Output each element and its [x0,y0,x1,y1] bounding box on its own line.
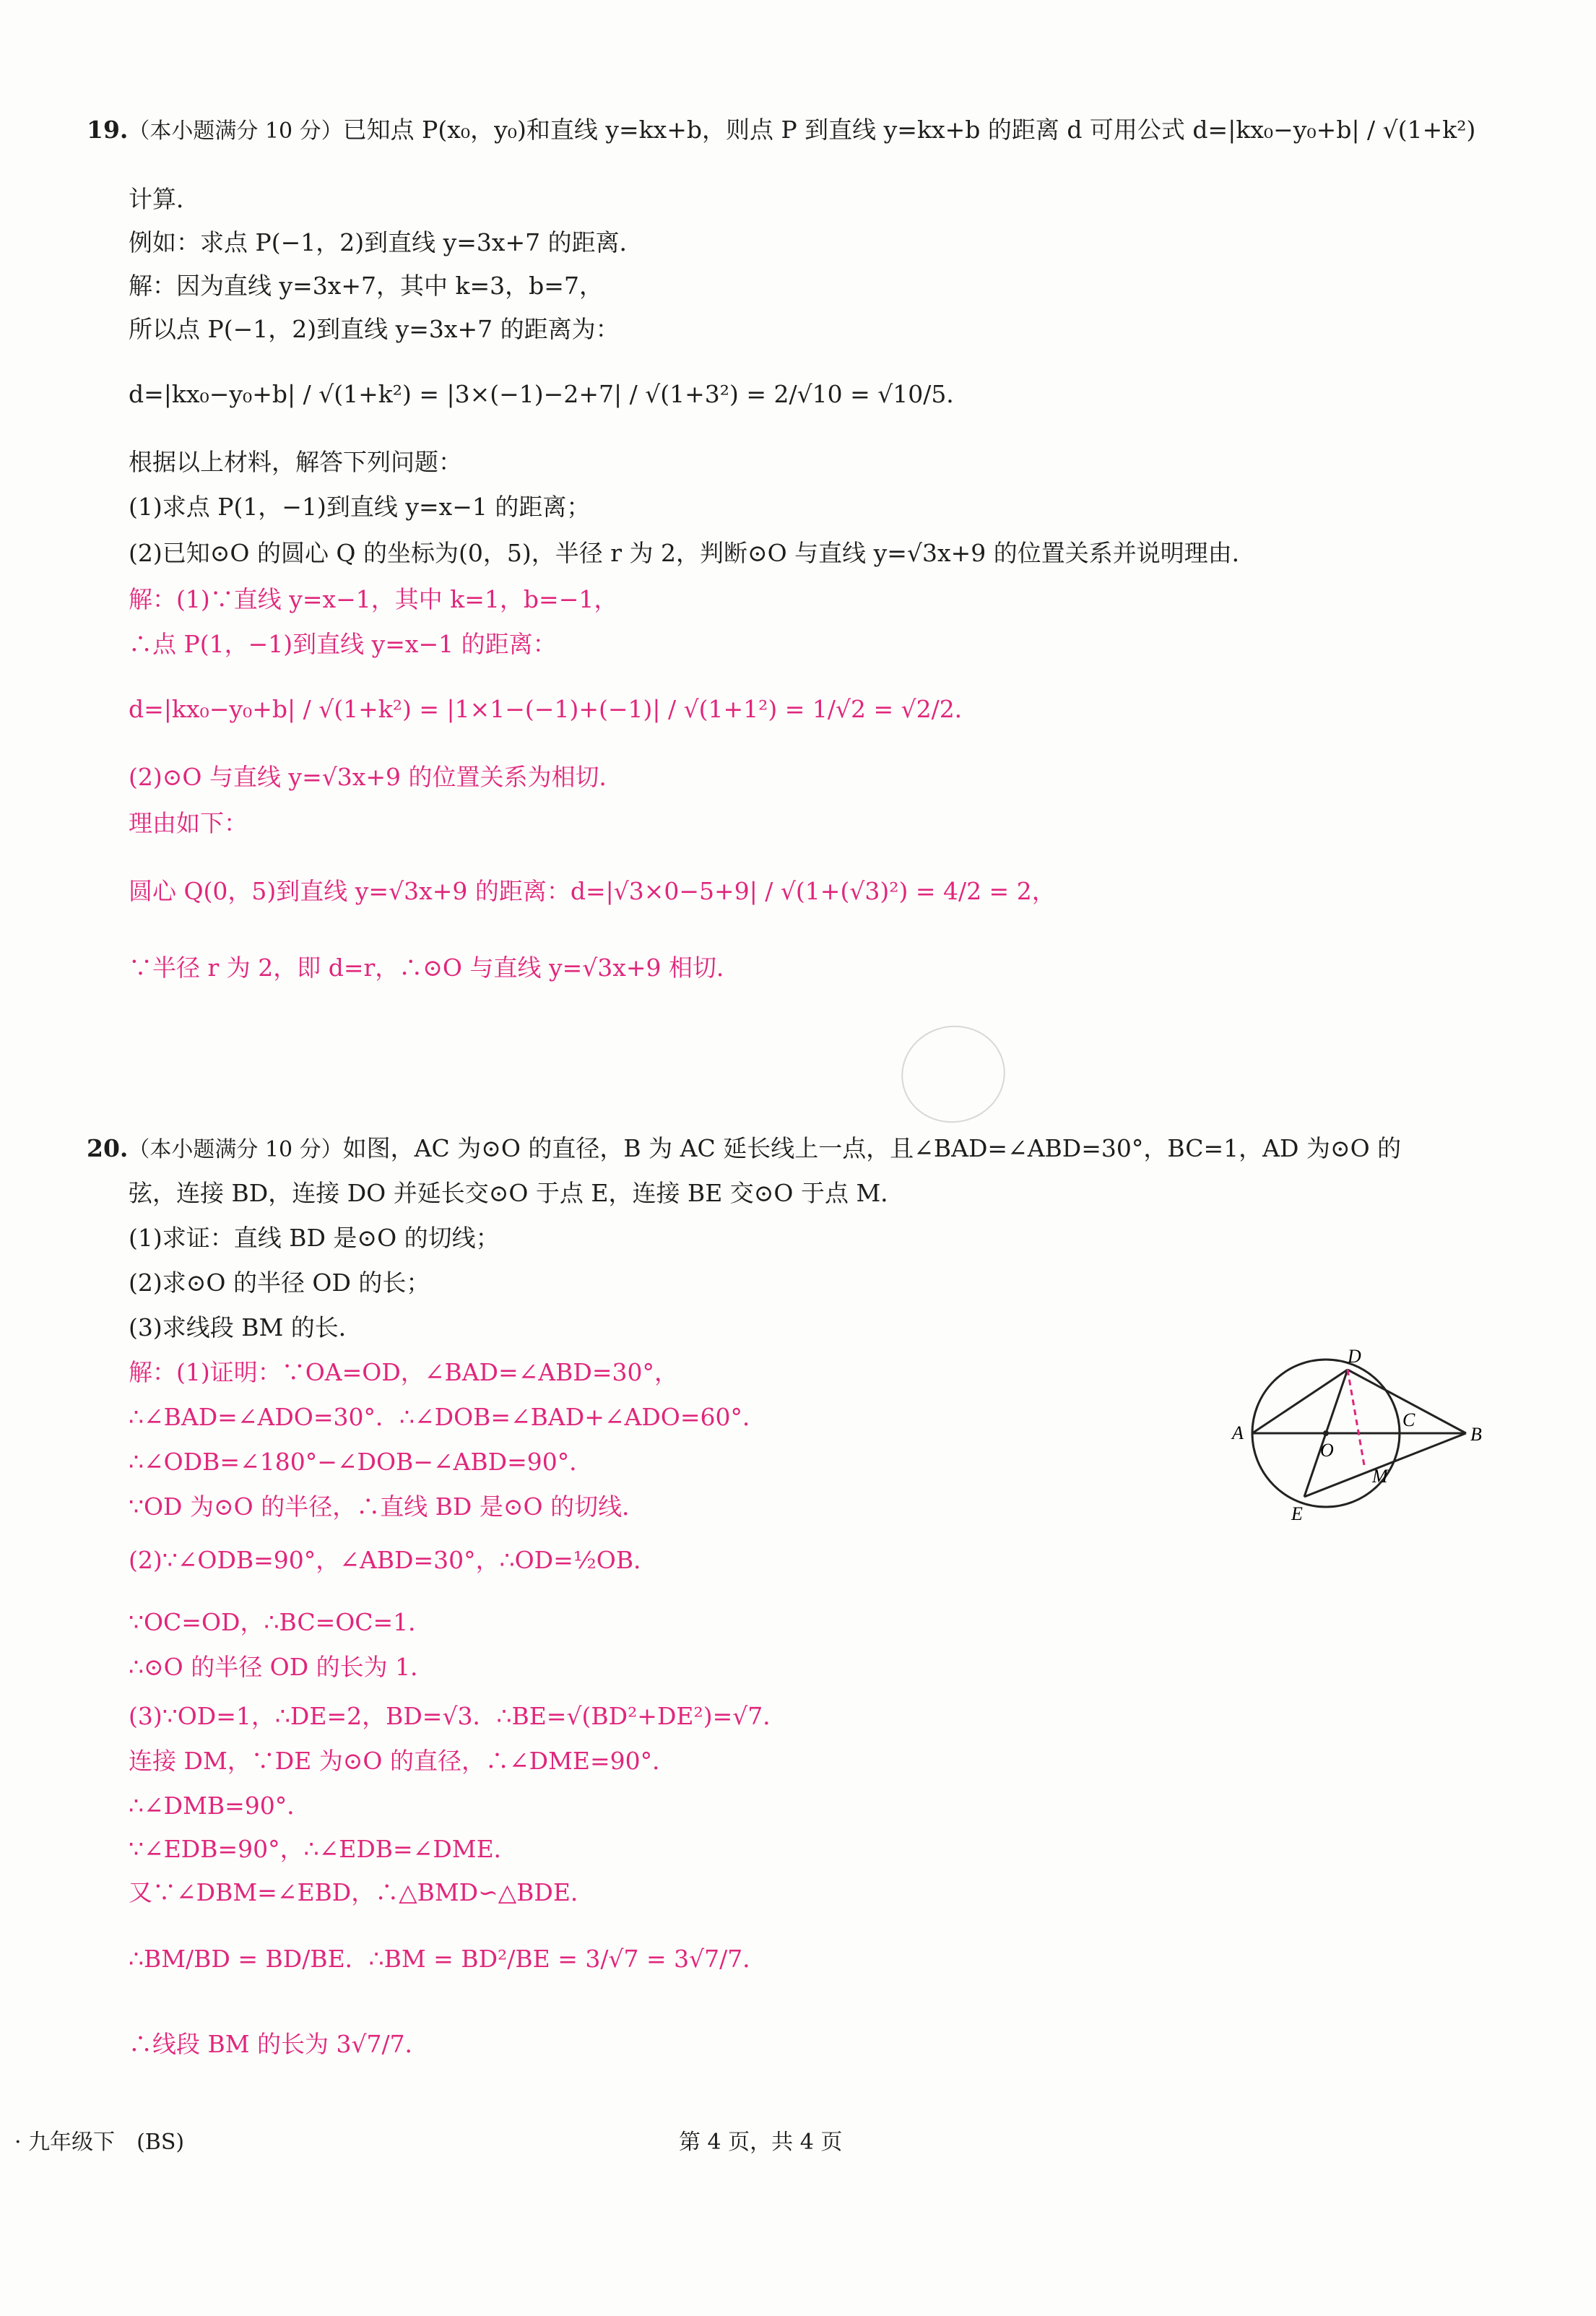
label-a: A [1232,1422,1244,1443]
q20-answer-line: 解：(1)证明：∵OA=OD，∠BAD=∠ABD=30°， [129,1358,678,1386]
q19-calc: 计算． [129,185,200,213]
label-o: O [1320,1440,1334,1461]
q20-part-3: (3)求线段 BM 的长． [129,1313,363,1341]
segment-dm-dashed [1348,1370,1365,1469]
q19-score: （本小题满分 10 分） [128,118,343,144]
q20-answer-line: ∴线段 BM 的长为 3√7/7． [129,2030,429,2058]
q20-answer-line: ∵OC=OD，∴BC=OC=1． [129,1608,433,1636]
q20-answer-line: (2)∵∠ODB=90°，∠ABD=30°，∴OD=½OB． [129,1546,658,1574]
q19-example-formula: d=|kx₀−y₀+b| / √(1+k²) = |3×(−1)−2+7| / √(1+3²) = 2/√10 = √10/5． [129,380,971,408]
q20-answer-line: 又∵∠DBM=∠EBD，∴△BMD∽△BDE． [129,1878,594,1906]
q20-answer-line: ∴∠BAD=∠ADO=30°．∴∠DOB=∠BAD+∠ADO=60°． [129,1403,767,1431]
q19-answer-7: ∵半径 r 为 2，即 d=r，∴⊙O 与直线 y=√3x+9 相切． [129,954,741,982]
footer-page-number: 第 4 页，共 4 页 [679,2130,843,2155]
q20-number: 20. [87,1134,129,1162]
label-m: M [1372,1466,1388,1487]
q19-part-1: (1)求点 P(1，−1)到直线 y=x−1 的距离； [129,493,591,521]
q19-heading [87,116,1475,144]
q19-solution-2: 所以点 P(−1，2)到直线 y=3x+7 的距离为： [129,315,620,343]
q19-answer-6: 圆心 Q(0，5)到直线 y=√3x+9 的距离：d=|√3×0−5+9| / √(1+(√3)²) = 4/2 = 2， [129,877,1056,905]
q20-score: （本小题满分 10 分） [128,1137,343,1162]
q19-instruction: 根据以上材料，解答下列问题： [129,448,462,476]
center-point [1323,1430,1329,1436]
q20-heading [87,1134,1401,1163]
q20-answer-line: ∴BM/BD = BD/BE．∴BM = BD²/BE = 3/√7 = 3√7/7． [129,1945,767,1973]
q19-number: 19. [87,116,129,144]
q19-answer-5: 理由如下： [129,809,248,837]
footer-grade: · 九年级下 (BS) [14,2130,185,2155]
q20-part-2: (2)求⊙O 的半径 OD 的长； [129,1269,430,1297]
q20-answer-line: ∵∠EDB=90°，∴∠EDB=∠DME． [129,1835,518,1863]
q20-answer-line: (3)∵OD=1，∴DE=2，BD=√3．∴BE=√(BD²+DE²)=√7． [129,1702,787,1730]
q19-part-2: (2)已知⊙O 的圆心 Q 的坐标为(0，5)，半径 r 为 2，判断⊙O 与直线 y=√3x+9 的位置关系并说明理由． [129,539,1256,567]
label-d: D [1348,1346,1361,1367]
stamp-mark [893,1016,1015,1132]
q20-part-1: (1)求证：直线 BD 是⊙O 的切线； [129,1224,500,1252]
circle-geometry-figure [1228,1344,1488,1531]
chord-ad [1252,1370,1348,1433]
q19-answer-2: ∴点 P(1，−1)到直线 y=x−1 的距离： [129,630,557,658]
q19-answer-4: (2)⊙O 与直线 y=√3x+9 的位置关系为相切． [129,763,623,791]
q19-answer-1: 解：(1)∵直线 y=x−1，其中 k=1，b=−1， [129,585,618,613]
q19-example: 例如：求点 P(−1，2)到直线 y=3x+7 的距离． [129,228,643,256]
q20-answer-line: 连接 DM，∵DE 为⊙O 的直径，∴∠DME=90°． [129,1747,677,1775]
q19-solution-1: 解：因为直线 y=3x+7，其中 k=3，b=7， [129,272,603,300]
label-b: B [1470,1424,1482,1445]
q20-statement-2: 弦，连接 BD，连接 DO 并延长交⊙O 于点 E，连接 BE 交⊙O 于点 M． [129,1179,905,1207]
q20-answer-line: ∴∠ODB=∠180°−∠DOB−∠ABD=90°． [129,1448,594,1476]
q20-answer-line: ∴⊙O 的半径 OD 的长为 1． [129,1653,435,1681]
label-c: C [1402,1409,1415,1430]
q20-statement: 如图，AC 为⊙O 的直径，B 为 AC 延长线上一点，且∠BAD=∠ABD=30°，BC=1，AD 为⊙O 的 [342,1134,1402,1162]
q20-answer-line: ∴∠DMB=90°． [129,1792,311,1820]
q20-answer-line: ∵OD 为⊙O 的半径，∴直线 BD 是⊙O 的切线． [129,1492,646,1521]
q19-statement: 已知点 P(x₀，y₀)和直线 y=kx+b，则点 P 到直线 y=kx+b 的距离 d 可用公式 d=|kx₀−y₀+b| / √(1+k²) [342,116,1476,144]
label-e: E [1291,1503,1303,1524]
q19-answer-3: d=|kx₀−y₀+b| / √(1+k²) = |1×1−(−1)+(−1)| / √(1+1²) = 1/√2 = √2/2． [129,695,979,723]
